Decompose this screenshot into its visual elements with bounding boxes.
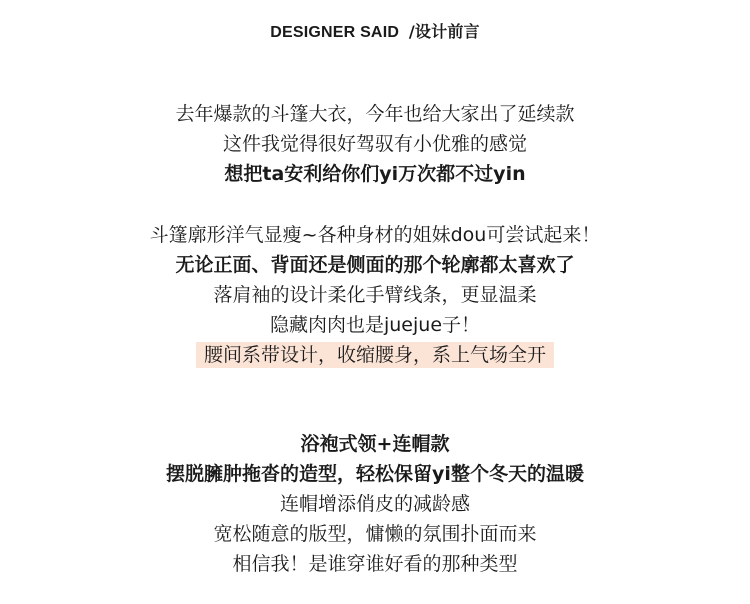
- header-separator: /: [408, 22, 415, 41]
- text-line-emphasis: 想把ta安利给你们yi万次都不过yin: [224, 163, 526, 185]
- header-title-en: DESIGNER SAID: [270, 24, 400, 41]
- text-line: 斗篷廓形洋气显瘦~各种身材的姐妹dou可尝试起来！: [149, 224, 601, 246]
- text-line: 宽松随意的版型，慵懒的氛围扑面而来: [213, 523, 537, 545]
- section-header: [0, 20, 750, 45]
- text-line: 连帽增添俏皮的减龄感: [279, 493, 470, 515]
- text-line: 去年爆款的斗篷大衣，今年也给大家出了延续款: [175, 103, 575, 125]
- header-title-cn: 设计前言: [414, 22, 480, 41]
- text-line-emphasis: 摆脱臃肿拖沓的造型，轻松保留yi整个冬天的温暖: [166, 463, 584, 485]
- text-line-emphasis: 浴袍式领+连帽款: [300, 433, 450, 455]
- text-line-emphasis: 无论正面、背面还是侧面的那个轮廓都太喜欢了: [175, 254, 575, 276]
- text-line: 落肩袖的设计柔化手臂线条，更显温柔: [213, 284, 537, 306]
- text-line: 相信我！是谁穿谁好看的那种类型: [232, 553, 518, 575]
- text-line: 这件我觉得很好驾驭有小优雅的感觉: [222, 133, 527, 155]
- text-line-highlighted: [0, 341, 750, 369]
- text-line: 隐藏肉肉也是juejue子！: [269, 314, 481, 336]
- highlight-band: 腰间系带设计，收缩腰身，系上气场全开: [196, 342, 554, 368]
